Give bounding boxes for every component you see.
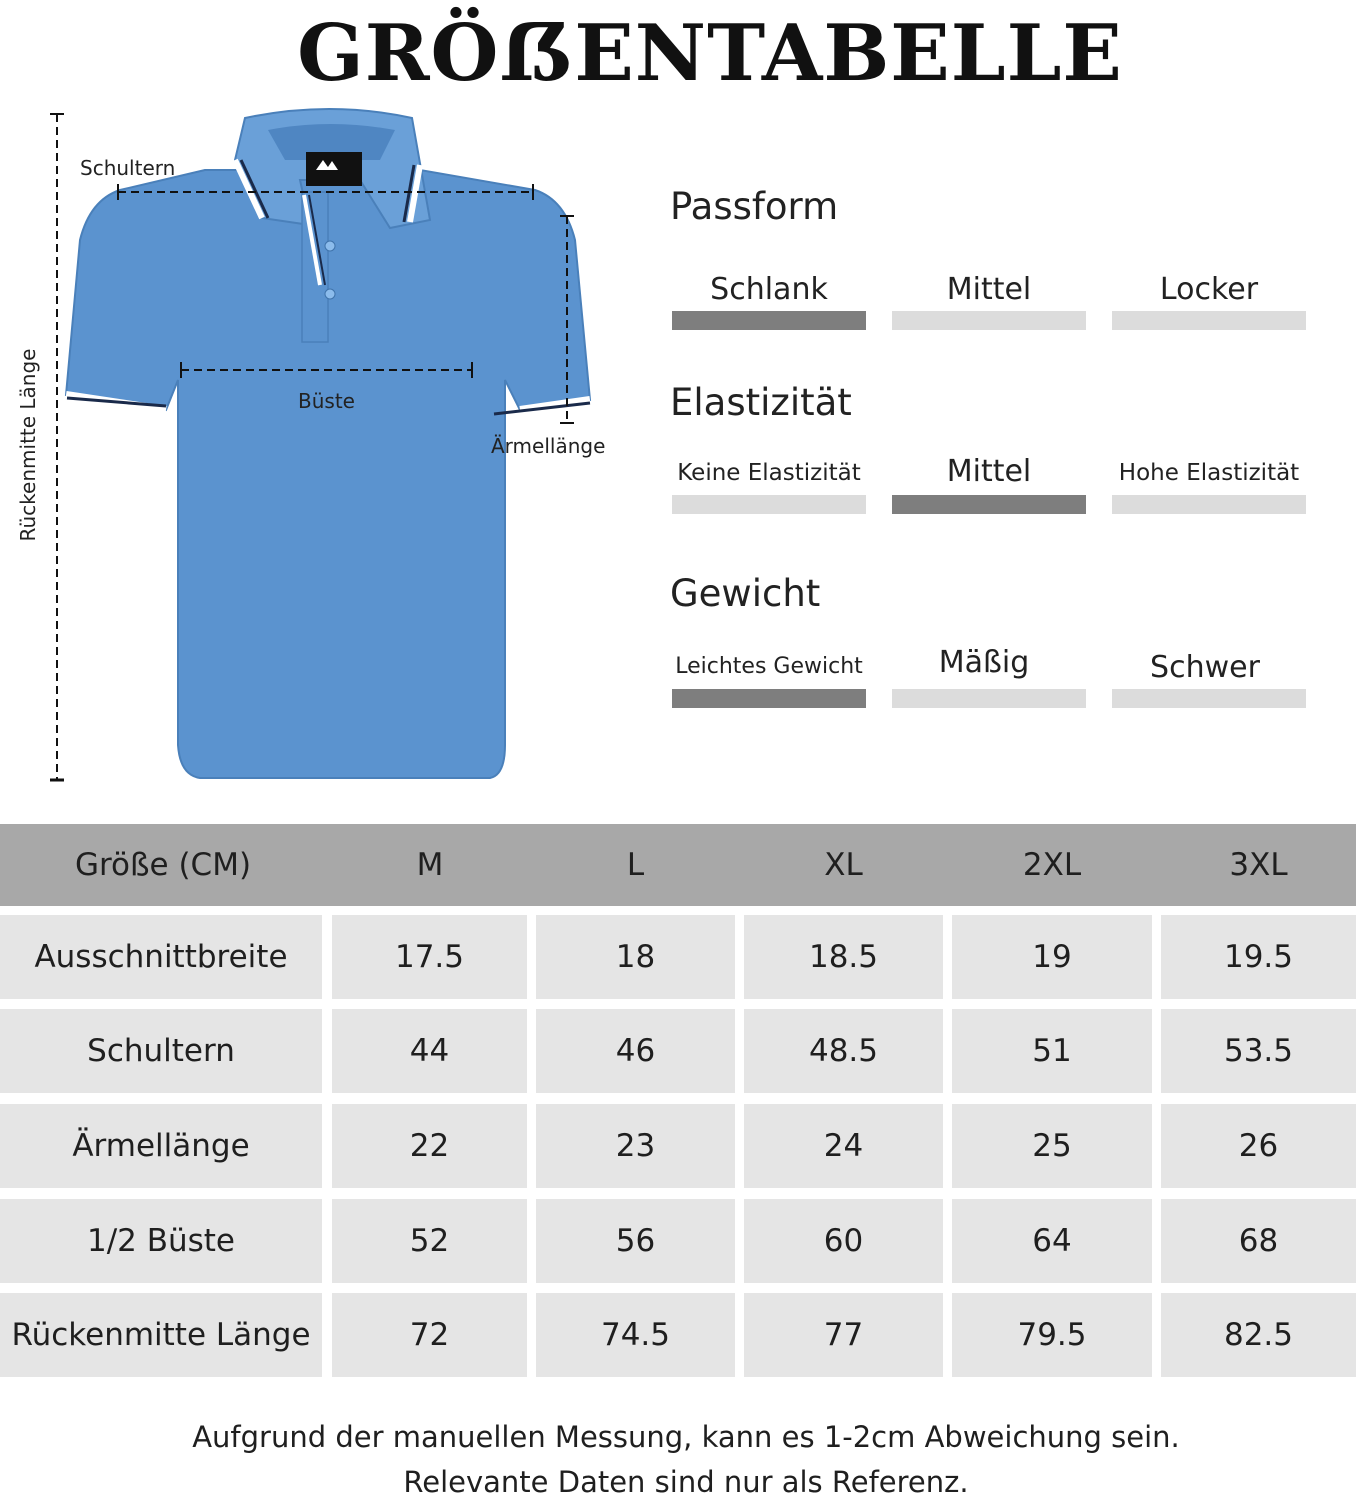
weight-bar-heavy — [1112, 689, 1306, 708]
fit-bar-slim — [672, 311, 866, 330]
elasticity-option-none: Keine Elastizität — [677, 460, 861, 486]
weight-option-heavy: Schwer — [1150, 650, 1260, 685]
elasticity-option-high: Hohe Elastizität — [1118, 460, 1300, 486]
elasticity-title: Elastizität — [670, 381, 852, 424]
table-cell: 52 — [332, 1199, 527, 1283]
sleeve-measure-label: Ärmellänge — [491, 434, 606, 458]
table-cell: 46 — [536, 1009, 735, 1093]
table-cell: 25 — [952, 1104, 1152, 1188]
header-size-xl: XL — [824, 847, 863, 883]
table-cell: 18.5 — [744, 915, 943, 999]
table-cell: 19.5 — [1161, 915, 1356, 999]
size-table-header — [0, 824, 1356, 906]
table-cell: 56 — [536, 1199, 735, 1283]
table-cell: 74.5 — [536, 1293, 735, 1377]
table-cell: 44 — [332, 1009, 527, 1093]
elasticity-bar-high — [1112, 495, 1306, 514]
measurement-note: Aufgrund der manuellen Messung, kann es 1-2cm Abweichung sein. — [192, 1420, 1180, 1454]
reference-note: Relevante Daten sind nur als Referenz. — [403, 1465, 969, 1499]
header-size-2xl: 2XL — [1022, 847, 1082, 883]
fit-bar-medium — [892, 311, 1086, 330]
weight-bar-moderate — [892, 689, 1086, 708]
table-cell: 48.5 — [744, 1009, 943, 1093]
weight-option-moderate: Mäßig — [938, 645, 1030, 680]
fit-option-loose: Locker — [1159, 272, 1259, 307]
fit-title: Passform — [670, 185, 839, 228]
table-cell: 72 — [332, 1293, 527, 1377]
table-cell: 82.5 — [1161, 1293, 1356, 1377]
table-cell: 19 — [952, 915, 1152, 999]
header-size-label: Größe (CM) — [74, 847, 252, 883]
page-title: GRÖẞENTABELLE — [297, 8, 1123, 99]
table-cell: 60 — [744, 1199, 943, 1283]
fit-option-medium: Mittel — [946, 272, 1032, 307]
row-label-back-length: Rückenmitte Länge — [0, 1293, 322, 1377]
table-cell: 26 — [1161, 1104, 1356, 1188]
header-size-l: L — [626, 847, 645, 883]
weight-option-light: Leichtes Gewicht — [675, 654, 863, 679]
table-cell: 77 — [744, 1293, 943, 1377]
row-label-shoulders: Schultern — [0, 1009, 322, 1093]
table-cell: 53.5 — [1161, 1009, 1356, 1093]
fit-bar-loose — [1112, 311, 1306, 330]
elasticity-bar-medium — [892, 495, 1086, 514]
shoulders-measure-label: Schultern — [80, 156, 176, 180]
table-cell: 79.5 — [952, 1293, 1152, 1377]
header-size-3xl: 3XL — [1229, 847, 1288, 883]
header-size-m: M — [416, 847, 444, 883]
row-label-neck-width: Ausschnittbreite — [0, 915, 322, 999]
bust-measure-label: Büste — [298, 389, 355, 413]
back-length-measure-label: Rückenmitte Länge — [16, 348, 40, 542]
table-cell: 24 — [744, 1104, 943, 1188]
table-cell: 18 — [536, 915, 735, 999]
table-cell: 22 — [332, 1104, 527, 1188]
table-cell: 64 — [952, 1199, 1152, 1283]
elasticity-bar-none — [672, 495, 866, 514]
row-label-sleeve-length: Ärmellänge — [0, 1104, 322, 1188]
table-cell: 51 — [952, 1009, 1152, 1093]
table-cell: 68 — [1161, 1199, 1356, 1283]
table-cell: 17.5 — [332, 915, 527, 999]
table-cell: 23 — [536, 1104, 735, 1188]
row-label-half-bust: 1/2 Büste — [0, 1199, 322, 1283]
weight-bar-light — [672, 689, 866, 708]
elasticity-option-medium: Mittel — [946, 454, 1032, 489]
fit-option-slim: Schlank — [710, 272, 828, 307]
weight-title: Gewicht — [670, 572, 821, 615]
